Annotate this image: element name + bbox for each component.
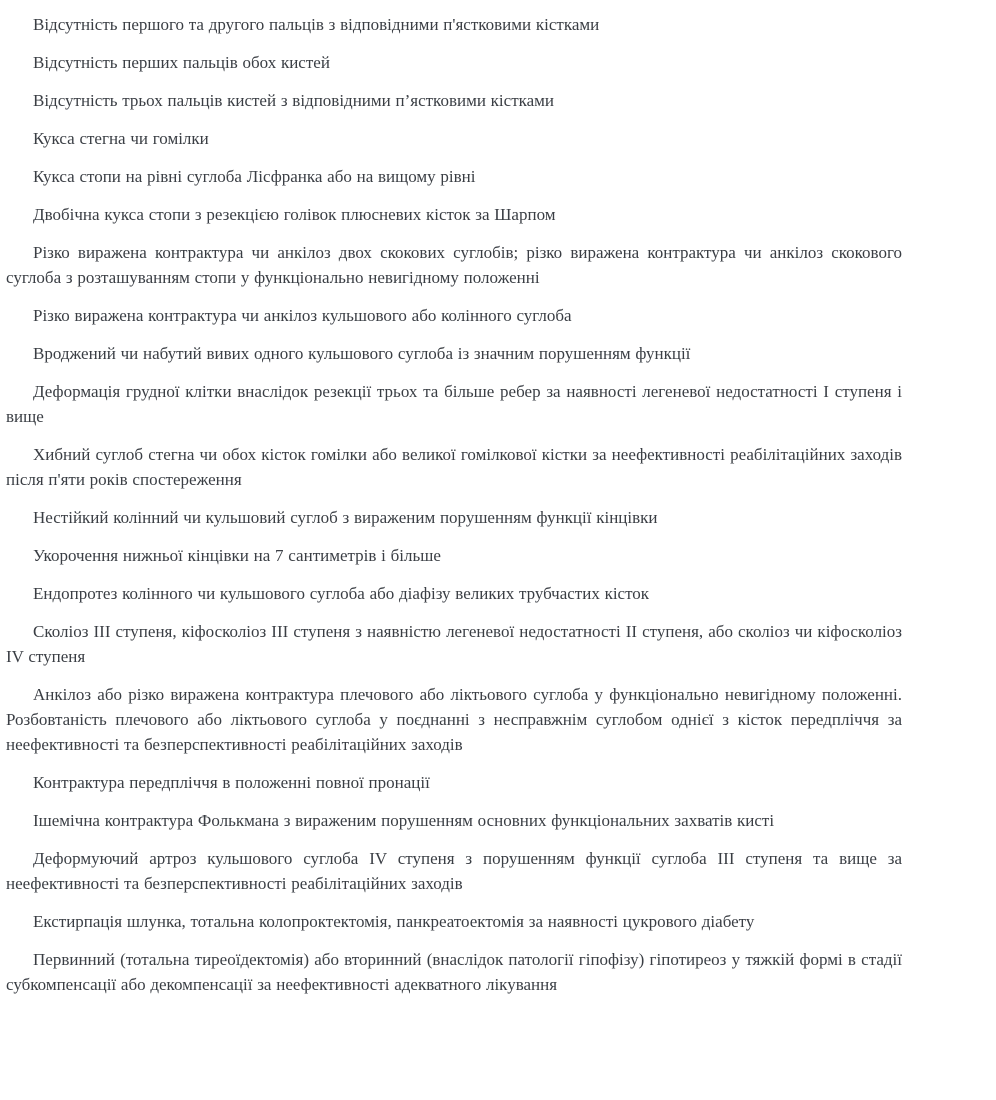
document-paragraph: Різко виражена контрактура чи анкілоз кульшового або колінного суглоба xyxy=(33,306,572,325)
document-paragraph: Сколіоз III ступеня, кіфосколіоз III ступеня з наявністю легеневої недостатності II ступеня, або сколіоз чи кіфосколіоз IV ступеня xyxy=(6,622,902,666)
document-paragraph: Деформуючий артроз кульшового суглоба IV ступеня з порушенням функції суглоба III ступеня та вище за неефективності та безперспективності реабілітаційних заходів xyxy=(6,849,902,893)
document-paragraph: Укорочення нижньої кінцівки на 7 сантиметрів і більше xyxy=(33,546,441,565)
document-paragraph: Вроджений чи набутий вивих одного кульшового суглоба із значним порушенням функції xyxy=(33,344,691,363)
document-paragraph: Екстирпація шлунка, тотальна колопроктектомія, панкреатоектомія за наявності цукрового діабету xyxy=(33,912,755,931)
document-paragraph: Анкілоз або різко виражена контрактура плечового або ліктьового суглоба у функціонально невигідному положенні. Розбовтаність плечового або ліктьового суглоба у поєднанні з несправжнім суглобом однієї з кісток передпліччя за неефективності та безперспективності реабілітаційних заходів xyxy=(6,685,902,754)
document-paragraph: Хибний суглоб стегна чи обох кісток гомілки або великої гомілкової кістки за неефективності реабілітаційних заходів після п'яти років спостереження xyxy=(6,445,902,489)
document-paragraph: Нестійкий колінний чи кульшовий суглоб з вираженим порушенням функції кінцівки xyxy=(33,508,658,527)
document-paragraph: Різко виражена контрактура чи анкілоз двох скокових суглобів; різко виражена контрактура чи анкілоз скокового суглоба з розташуванням стопи у функціонально невигідному положенні xyxy=(6,243,902,287)
document-paragraph: Ішемічна контрактура Фолькмана з вираженим порушенням основних функціональних захватів кисті xyxy=(33,811,775,830)
document-paragraph: Відсутність першого та другого пальців з відповідними п'ястковими кістками xyxy=(33,15,600,34)
document-paragraph: Контрактура передпліччя в положенні повної пронації xyxy=(33,773,430,792)
document-paragraph: Кукса стегна чи гомілки xyxy=(33,129,209,148)
document-paragraph: Відсутність трьох пальців кистей з відповідними п’ястковими кістками xyxy=(33,91,555,110)
document-paragraph: Деформація грудної клітки внаслідок резекції трьох та більше ребер за наявності легеневої недостатності I ступеня і вище xyxy=(6,382,902,426)
document-paragraph: Ендопротез колінного чи кульшового суглоба або діафізу великих трубчастих кісток xyxy=(33,584,650,603)
document-paragraph: Первинний (тотальна тиреоїдектомія) або вторинний (внаслідок патології гіпофізу) гіпотиреоз у тяжкій формі в стадії субкомпенсації або декомпенсації за неефективності адекватного лікування xyxy=(6,950,902,994)
document-paragraph: Кукса стопи на рівні суглоба Лісфранка або на вищому рівні xyxy=(33,167,476,186)
document-paragraph: Двобічна кукса стопи з резекцією голівок плюсневих кісток за Шарпом xyxy=(33,205,556,224)
document-paragraph: Відсутність перших пальців обох кистей xyxy=(33,53,330,72)
